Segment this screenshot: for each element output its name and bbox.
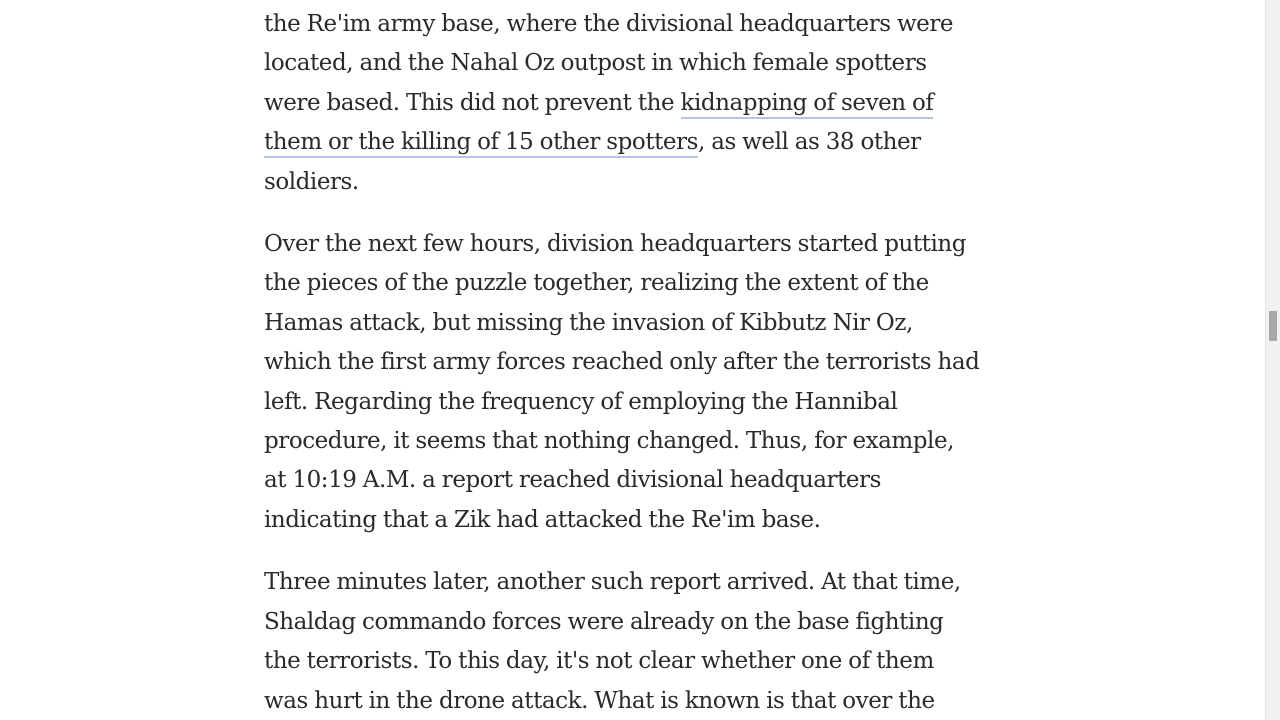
text-line [264,501,1024,540]
scrollbar-thumb[interactable] [1269,311,1277,341]
text-segment: Over the next few hours, division headquarters started putting [264,231,966,258]
text-segment: the pieces of the puzzle together, realizing the extent of the [264,270,929,297]
text-line [264,225,1024,264]
text-line [264,44,1024,83]
vertical-scrollbar[interactable] [1265,0,1280,720]
text-segment: Shaldag commando forces were already on the base fighting [264,608,944,635]
text-line [264,163,1024,202]
text-segment: left. Regarding the frequency of employing the Hannibal [264,388,898,415]
text-line [264,84,1024,123]
text-line [264,304,1024,343]
text-line [264,682,1024,720]
text-line [264,563,1024,602]
text-line [264,603,1024,642]
text-segment: , as well as 38 other [697,129,921,156]
text-line [264,422,1024,461]
article-paragraph [264,225,1024,540]
text-line [264,383,1024,422]
text-segment: the Re'im army base, where the divisional headquarters were [264,11,954,37]
text-segment: Three minutes later, another such report arrived. At that time, [264,569,961,596]
text-line [264,123,1024,162]
text-line [264,642,1024,681]
text-segment: the terrorists. To this day, it's not clear whether one of them [264,648,934,675]
text-line [264,264,1024,303]
text-segment: indicating that a Zik had attacked the Re'im base. [264,506,821,533]
text-segment: located, and the Nahal Oz outpost in which female spotters [264,50,927,77]
article-paragraph [264,563,1024,720]
text-segment: at 10:19 A.M. a report reached divisional headquarters [264,467,881,494]
text-line [264,5,1024,44]
text-segment: procedure, it seems that nothing changed. Thus, for example, [264,428,954,455]
text-segment: soldiers. [264,168,359,195]
text-segment: was hurt in the drone attack. What is known is that over the [264,687,935,714]
article-body [264,5,1024,720]
text-line [264,461,1024,500]
text-segment: which the first army forces reached only after the terrorists had [264,349,980,376]
text-segment: Hamas attack, but missing the invasion of Kibbutz Nir Oz, [264,309,913,336]
article-link[interactable]: kidnapping of seven of [681,90,934,119]
text-line [264,343,1024,382]
text-segment: were based. This did not prevent the [264,89,681,116]
article-link[interactable]: them or the killing of 15 other spotters [264,129,698,158]
article-paragraph [264,5,1024,202]
